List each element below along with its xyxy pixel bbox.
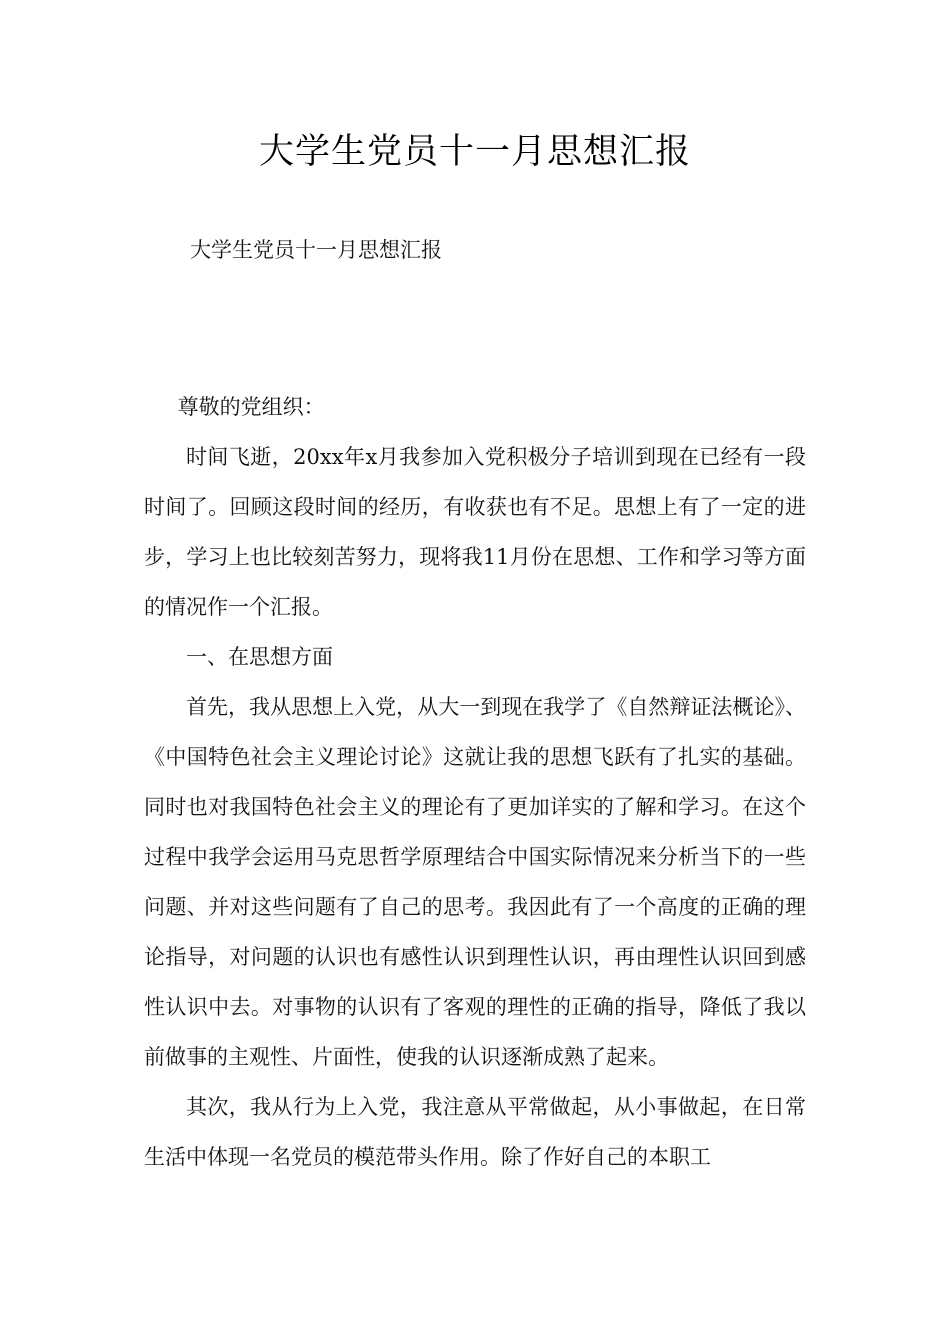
paragraph-intro: 时间飞逝，20xx年x月我参加入党积极分子培训到现在已经有一段时间了。回顾这段时间的经历，有收获也有不足。思想上有了一定的进步，学习上也比较刻苦努力，现将我11月份在思想、工作和学习等方面的情况作一个汇报。	[144, 445, 806, 619]
section-heading-thought: 一、在思想方面	[186, 645, 333, 669]
paragraph-first: 首先，我从思想上入党，从大一到现在我学了《自然辩证法概论》、《中国特色社会主义理论讨论》这就让我的思想飞跃有了扎实的基础。同时也对我国特色社会主义的理论有了更加详实的了解和学习。在这个过程中我学会运用马克思哲学原理结合中国实际情况来分析当下的一些问题、并对这些问题有了自己的思考。我因此有了一个高度的正确的理论指导，对问题的认识也有感性认识到理性认识，再由理性认识回到感性认识中去。对事物的认识有了客观的理性的正确的指导，降低了我以前做事的主观性、片面性，使我的认识逐渐成熟了起来。	[144, 695, 806, 1069]
document-body	[144, 382, 806, 1182]
document-title: 大学生党员十一月思想汇报	[258, 132, 691, 172]
paragraph-second: 其次，我从行为上入党，我注意从平常做起，从小事做起，在日常生活中体现一名党员的模范带头作用。除了作好自己的本职工	[144, 1095, 806, 1169]
document-subtitle: 大学生党员十一月思想汇报	[190, 238, 442, 262]
salutation: 尊敬的党组织：	[177, 395, 325, 419]
